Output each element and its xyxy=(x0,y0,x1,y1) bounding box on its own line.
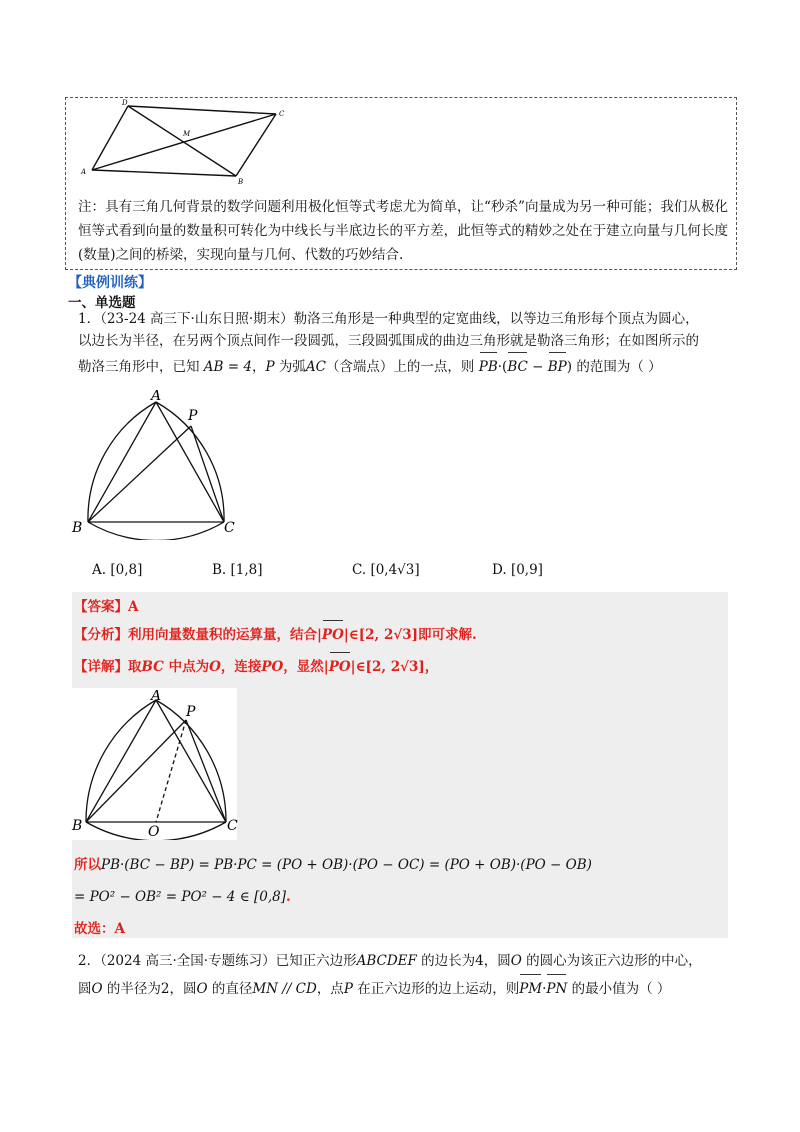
q2-line1: 2．（2024 高三·全国·专题练习）已知正六边形ABCDEF 的边长为4，圆O 的圆心为该正六边形的中心， xyxy=(78,953,702,969)
sub-title: 一、单选题 xyxy=(68,295,136,311)
edge-ab xyxy=(92,170,236,176)
q2-line2: 圆O 的半径为2，圆O 的直径MN // CD，点P 在正六边形的边上运动，则PM·PN 的最小值为（ ） xyxy=(78,976,728,1002)
fig2-label-a: A xyxy=(151,690,162,704)
option-c[interactable]: C. [0,4√3] xyxy=(352,562,420,578)
label-m: M xyxy=(183,130,191,138)
edge-dc xyxy=(128,106,276,114)
option-a[interactable]: A. [0,8] xyxy=(92,562,143,578)
label-a: A xyxy=(81,168,87,176)
edge-cb xyxy=(236,114,276,176)
fig1-label-a: A xyxy=(151,390,162,404)
option-d[interactable]: D. [0,9] xyxy=(492,562,543,578)
fig2-label-p: P xyxy=(186,704,196,720)
q1-line1: 1．（23-24 高三下·山东日照·期末）勒洛三角形是一种典型的定宽曲线，以等边三角形每个顶点为圆心， xyxy=(78,311,699,327)
segment-pc xyxy=(191,426,224,522)
side-ab xyxy=(88,402,156,522)
parallelogram-figure xyxy=(80,98,300,188)
q1-ab: AB = 4 xyxy=(203,359,252,375)
fig1-label-b: B xyxy=(72,520,83,536)
q1-line2: 以边长为半径，在另两个顶点间作一段圆弧，三段圆弧围成的曲边三角形就是勒洛三角形；在如图所示的 xyxy=(78,333,699,349)
fig2-label-b: B xyxy=(72,818,83,834)
label-d: D xyxy=(122,99,128,107)
fig1-label-c: C xyxy=(224,520,235,536)
arc-bc xyxy=(88,522,224,540)
q1-line3: 勒洛三角形中，已知 AB = 4，P 为弧AC（含端点）上的一点，则 PB·(BC − BP) 的范围为（ ） xyxy=(78,354,728,380)
fig2-label-o: O xyxy=(148,824,160,840)
equation-line2: = PO² − OB² = PO² − 4 ∈ [0,8]. xyxy=(74,889,291,905)
segment-bp xyxy=(88,426,191,522)
analysis-line: 【分析】利用向量数量积的运算量，结合|PO|∈[2, 2√3]即可求解. xyxy=(74,622,724,648)
conclusion: 故选：A xyxy=(74,921,125,937)
equation-line1: 所以PB·(BC − BP) = PB·PC = (PO + OB)·(PO − OC) = (PO + OB)·(PO − OB) xyxy=(74,857,592,873)
answer-tag: 【答案】A xyxy=(74,599,139,615)
label-b: B xyxy=(238,178,244,186)
solution-figure xyxy=(68,690,248,840)
fig2-label-c: C xyxy=(227,818,238,834)
option-b[interactable]: B. [1,8] xyxy=(212,562,263,578)
label-c: C xyxy=(279,110,285,118)
section-title: 【典例训练】 xyxy=(68,275,152,291)
reuleaux-figure xyxy=(68,390,248,540)
sol-segment-pc xyxy=(186,720,226,822)
fig1-label-p: P xyxy=(188,408,198,424)
detail-line: 【详解】取BC 中点为O，连接PO，显然|PO|∈[2, 2√3]， xyxy=(74,654,724,680)
diagonal-db xyxy=(128,106,236,176)
note-text: 注：具有三角几何背景的数学问题利用极化恒等式考虑尤为简单，让“秒杀”向量成为另一种可能；我们从极化恒等式看到向量的数量积可转化为中线长与半底边长的平方差，此恒等式的精妙之处在于建立向量与几何长度(数量)之间的桥梁，实现向量与几何、代数的巧妙结合. xyxy=(78,199,728,263)
